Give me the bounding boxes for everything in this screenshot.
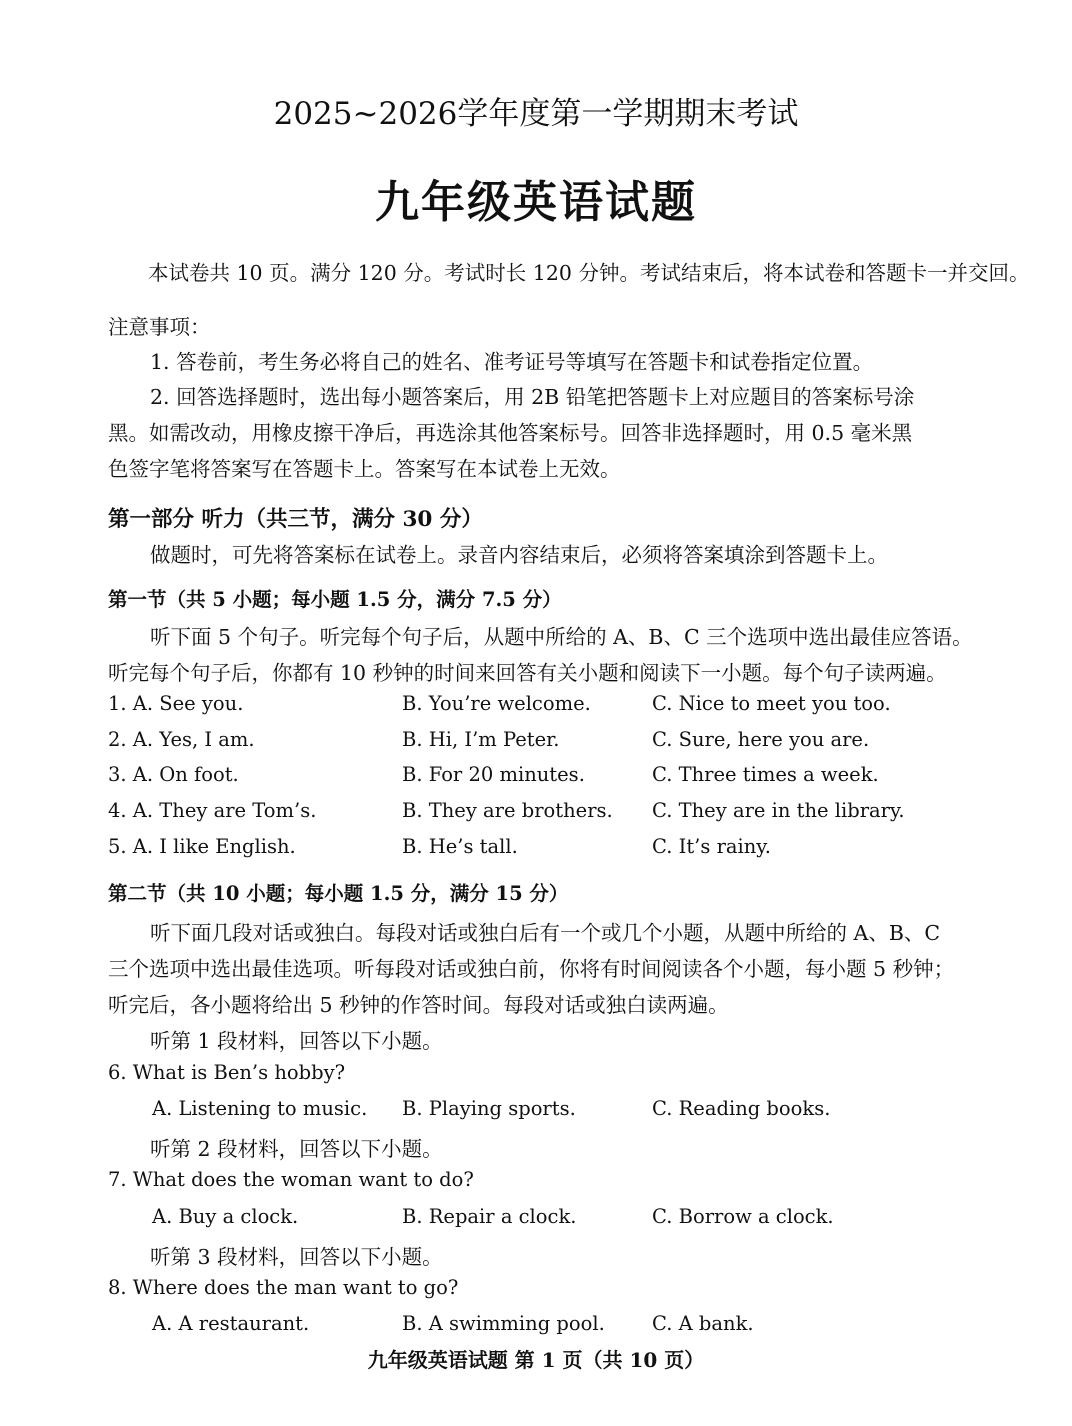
- section2-directions-line-2: 三个选项中选出最佳选项。听每段对话或独白前，你将有时间阅读各个小题，每小题 5 秒钟；: [108, 957, 955, 981]
- section1-heading: 第一节（共 5 小题；每小题 1.5 分，满分 7.5 分）: [108, 588, 562, 611]
- question-8-option-c: C. A bank.: [652, 1312, 754, 1335]
- question-7-option-b: B. Repair a clock.: [402, 1205, 577, 1228]
- notice-heading: 注意事项：: [108, 315, 211, 339]
- part1-heading: 第一部分 听力（共三节，满分 30 分）: [108, 507, 483, 532]
- material-1-intro: 听第 1 段材料，回答以下小题。: [150, 1029, 443, 1053]
- question-4-option-c: C. They are in the library.: [652, 799, 905, 822]
- material-3-intro: 听第 3 段材料，回答以下小题。: [150, 1245, 443, 1269]
- question-4-option-a: 4. A. They are Tom’s.: [108, 799, 317, 822]
- question-7-stem: 7. What does the woman want to do?: [108, 1168, 474, 1191]
- question-6-option-c: C. Reading books.: [652, 1097, 831, 1120]
- section2-directions-line-3: 听完后，各小题将给出 5 秒钟的作答时间。每段对话或独白读两遍。: [108, 993, 729, 1017]
- question-7-option-c: C. Borrow a clock.: [652, 1205, 834, 1228]
- question-3-option-c: C. Three times a week.: [652, 763, 879, 786]
- question-1-option-a: 1. A. See you.: [108, 692, 244, 715]
- page-footer: 九年级英语试题 第 1 页（共 10 页）: [367, 1348, 705, 1372]
- question-6-option-a: A. Listening to music.: [152, 1097, 368, 1120]
- question-1-option-b: B. You’re welcome.: [402, 692, 591, 715]
- section2-heading: 第二节（共 10 小题；每小题 1.5 分，满分 15 分）: [108, 882, 569, 905]
- question-5-option-a: 5. A. I like English.: [108, 835, 296, 858]
- notice-item-2-line-3: 色签字笔将答案写在答题卡上。答案写在本试卷上无效。: [108, 457, 621, 481]
- question-8-option-b: B. A swimming pool.: [402, 1312, 605, 1335]
- section1-directions-line-2: 听完每个句子后，你都有 10 秒钟的时间来回答有关小题和阅读下一小题。每个句子读两遍。: [108, 661, 947, 685]
- exam-title: 九年级英语试题: [375, 177, 697, 228]
- question-3-option-b: B. For 20 minutes.: [402, 763, 585, 786]
- question-3-option-a: 3. A. On foot.: [108, 763, 239, 786]
- material-2-intro: 听第 2 段材料，回答以下小题。: [150, 1137, 443, 1161]
- question-7-option-a: A. Buy a clock.: [152, 1205, 299, 1228]
- notice-item-1: 1. 答卷前，考生务必将自己的姓名、准考证号等填写在答题卡和试卷指定位置。: [150, 350, 874, 374]
- section1-directions-line-1: 听下面 5 个句子。听完每个句子后，从题中所给的 A、B、C 三个选项中选出最佳应答语。: [150, 625, 973, 649]
- section2-directions-line-1: 听下面几段对话或独白。每段对话或独白后有一个或几个小题，从题中所给的 A、B、C: [150, 921, 941, 945]
- question-5-option-b: B. He’s tall.: [402, 835, 518, 858]
- question-2-option-a: 2. A. Yes, I am.: [108, 728, 255, 751]
- question-5-option-c: C. It’s rainy.: [652, 835, 771, 858]
- part1-instruction: 做题时，可先将答案标在试卷上。录音内容结束后，必须将答案填涂到答题卡上。: [150, 543, 888, 567]
- notice-item-2-line-1: 2. 回答选择题时，选出每小题答案后，用 2B 铅笔把答题卡上对应题目的答案标号涂: [150, 385, 915, 409]
- notice-item-2-line-2: 黑。如需改动，用橡皮擦干净后，再选涂其他答案标号。回答非选择题时，用 0.5 毫米黑: [108, 421, 913, 445]
- question-2-option-b: B. Hi, I’m Peter.: [402, 728, 560, 751]
- question-4-option-b: B. They are brothers.: [402, 799, 613, 822]
- question-1-option-c: C. Nice to meet you too.: [652, 692, 891, 715]
- exam-intro: 本试卷共 10 页。满分 120 分。考试时长 120 分钟。考试结束后，将本试卷和答题卡一并交回。: [148, 261, 1030, 285]
- question-8-option-a: A. A restaurant.: [152, 1312, 310, 1335]
- question-8-stem: 8. Where does the man want to go?: [108, 1276, 459, 1299]
- exam-subtitle: 2025~2026学年度第一学期期末考试: [273, 96, 799, 132]
- question-6-stem: 6. What is Ben’s hobby?: [108, 1061, 346, 1084]
- question-6-option-b: B. Playing sports.: [402, 1097, 576, 1120]
- question-2-option-c: C. Sure, here you are.: [652, 728, 870, 751]
